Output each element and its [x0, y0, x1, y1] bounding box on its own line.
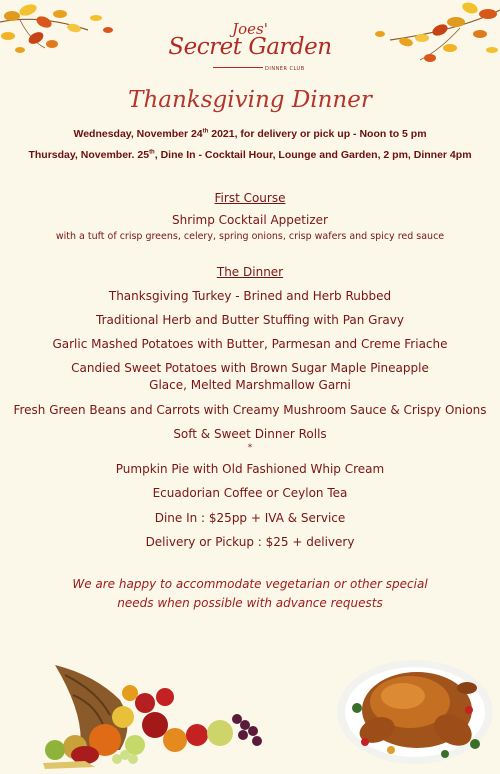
dinner-item: Candied Sweet Potatoes with Brown Sugar Maple Pineapple	[71, 361, 429, 375]
logo-tagline: DINNER CLUB	[265, 66, 305, 72]
dinner-item: Traditional Herb and Butter Stuffing with Pan Gravy	[96, 313, 404, 327]
date-line-2: Thursday, November. 25th, Dine In - Cocktail Hour, Lounge and Garden, 2 pm, Dinner 4pm	[28, 149, 472, 161]
dinner-heading: The Dinner	[216, 265, 284, 279]
price-dine-in: Dine In : $25pp + IVA & Service	[154, 511, 346, 525]
logo-line2: Secret Garden	[168, 34, 332, 60]
dinner-item: Garlic Mashed Potatoes with Butter, Parmesan and Creme Friache	[52, 337, 448, 351]
price-delivery: Delivery or Pickup : $25 + delivery	[145, 535, 355, 549]
page-title: Thanksgiving Dinner	[128, 87, 372, 113]
dessert-item: Pumpkin Pie with Old Fashioned Whip Cream	[115, 462, 385, 476]
date-line-1: Wednesday, November 24th 2021, for delivery or pick up - Noon to 5 pm	[73, 128, 427, 140]
logo-divider	[213, 67, 263, 68]
dinner-item: Glace, Melted Marshmallow Garni	[149, 378, 351, 392]
dinner-item: Fresh Green Beans and Carrots with Creamy Mushroom Sauce & Crispy Onions	[13, 403, 487, 417]
dietary-note-line-2: needs when possible with advance requests	[117, 596, 383, 610]
dietary-note	[0, 575, 500, 613]
dinner-item: Thanksgiving Turkey - Brined and Herb Rubbed	[108, 289, 392, 303]
dinner-separator: *	[247, 443, 253, 453]
dietary-note-line-1: We are happy to accommodate vegetarian or other special	[72, 577, 428, 591]
logo-line1: Joes'	[232, 20, 268, 38]
dinner-item: Soft & Sweet Dinner Rolls	[173, 427, 327, 441]
first-course-description: with a tuft of crisp greens, celery, spring onions, crisp wafers and spicy red sauce	[55, 231, 445, 242]
first-course-heading: First Course	[214, 191, 286, 205]
drink-item: Ecuadorian Coffee or Ceylon Tea	[152, 486, 348, 500]
roast-turkey	[335, 650, 495, 768]
cornucopia	[25, 655, 280, 770]
first-course-item: Shrimp Cocktail Appetizer	[172, 213, 328, 227]
